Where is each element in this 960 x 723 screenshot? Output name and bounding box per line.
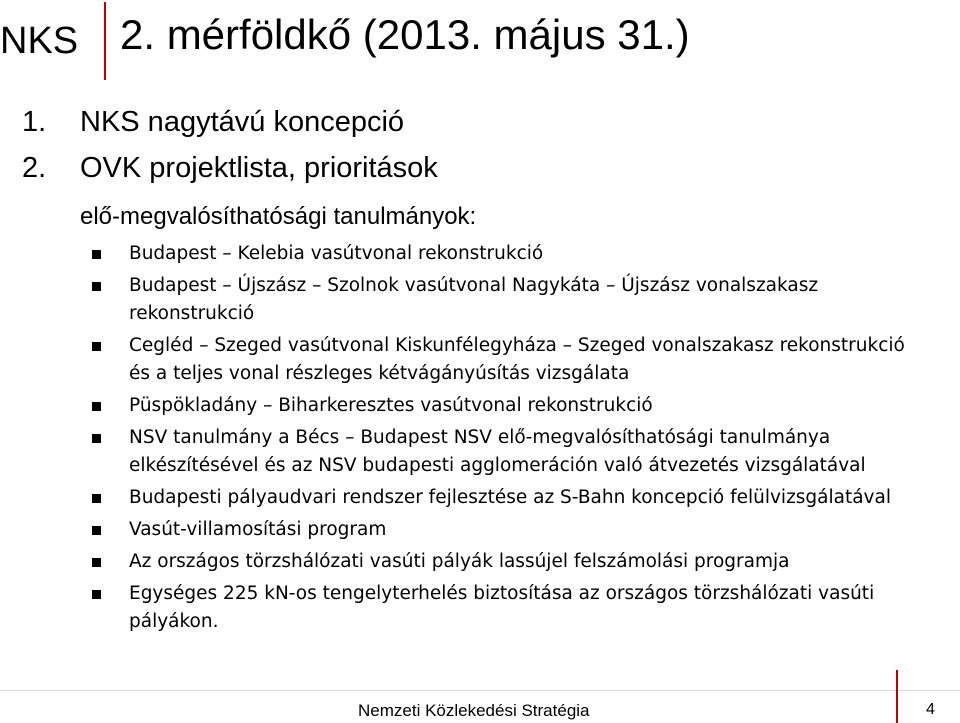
list-item: Vasút-villamosítási program — [92, 516, 922, 544]
item-text: NKS nagytávú koncepció — [80, 106, 405, 138]
svg-text:NKS: NKS — [0, 20, 79, 60]
numbered-item-2 — [22, 152, 438, 185]
item-number: 1. — [22, 106, 47, 138]
list-item: Budapest – Kelebia vasútvonal rekonstrukció — [92, 240, 922, 268]
square-bullet-icon — [92, 434, 101, 443]
square-bullet-icon — [92, 494, 101, 503]
subheading: elő-megvalósíthatósági tanulmányok: — [80, 203, 477, 230]
square-bullet-icon — [92, 250, 101, 259]
list-item: Püspökladány – Biharkeresztes vasútvonal rekonstrukció — [92, 392, 922, 420]
item-number: 2. — [22, 152, 47, 184]
list-item: Az országos törzshálózati vasúti pályák lassújel felszámolási programja — [92, 548, 922, 576]
logo-divider — [104, 2, 106, 80]
square-bullet-icon — [92, 402, 101, 411]
list-item: NSV tanulmány a Bécs – Budapest NSV elő-megvalósíthatósági tanulmánya elkészítésével és az NSV budapesti agglomeráción való átvezetés vizsgálatával — [92, 424, 922, 480]
numbered-item-1 — [22, 106, 404, 139]
item-text: OVK projektlista, prioritások — [80, 152, 438, 184]
nks-logo — [0, 20, 84, 60]
footer-rule — [0, 690, 960, 691]
square-bullet-icon — [92, 558, 101, 567]
footer-divider — [896, 670, 898, 723]
page-number: 4 — [926, 701, 935, 718]
footer-title: Nemzeti Közlekedési Stratégia — [358, 701, 590, 720]
list-item: Cegléd – Szeged vasútvonal Kiskunfélegyháza – Szeged vonalszakasz rekonstrukció és a teljes vonal részleges kétvágányúsítás vizsgálata — [92, 332, 922, 388]
square-bullet-icon — [92, 282, 101, 291]
slide-title: 2. mérföldkő (2013. május 31.) — [120, 11, 690, 58]
list-item: Budapesti pályaudvari rendszer fejlesztése az S-Bahn koncepció felülvizsgálatával — [92, 484, 922, 512]
bullet-list — [92, 240, 922, 640]
square-bullet-icon — [92, 526, 101, 535]
square-bullet-icon — [92, 590, 101, 599]
square-bullet-icon — [92, 342, 101, 351]
list-item: Egységes 225 kN-os tengelyterhelés biztosítása az országos törzshálózati vasúti pályákon. — [92, 580, 922, 636]
list-item: Budapest – Újszász – Szolnok vasútvonal Nagykáta – Újszász vonalszakasz rekonstrukció — [92, 272, 922, 328]
